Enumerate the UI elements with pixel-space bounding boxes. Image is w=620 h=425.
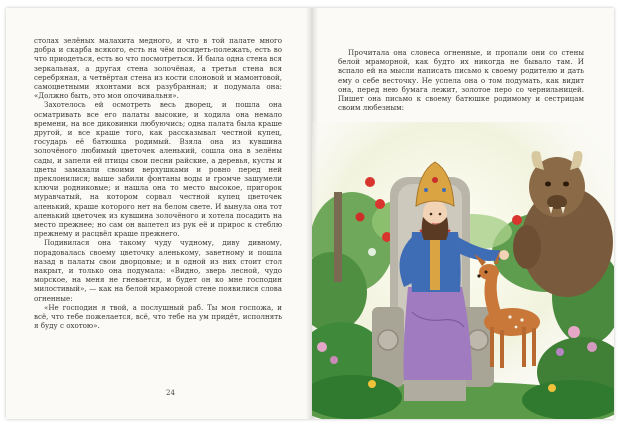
page-number: 24	[166, 389, 175, 397]
paragraph: Прочитала она словеса огненные, и пропали они со стены белой мраморной, как будто их никогда не бывало там. И вспало ей на мысли написать письмо к своему родителю и дать ему о себе весточку. Не успела она о том подумать, как видит она, перед нею бумага лежит, золотое перо со чернильницей. Пишет она письмо к своему батюшке родимому и сестрицам своим любезным:	[338, 48, 584, 113]
paragraph: Подивилася она такому чуду чудному, диву дивному, порадовалась своему цветочку аленькому, заветному и пошла назад в палаты свои дворцовые; и в одной из них стоит стол накрыт, и только она подумала: «Видно, зверь лесной, чудо морское, на меня не гневается, и будет он ко мне господин милостивый», — как на белой мраморной стене появилися слова огненные:	[34, 238, 282, 303]
left-page-text	[34, 36, 282, 401]
right-page-text	[338, 48, 584, 112]
fairy-tale-illustration	[312, 122, 614, 419]
paragraph: «Не господин я твой, а послушный раб. Ты моя госпожа, и всё, что тебе пожелается, всё, что тебе на ум придёт, исполнять я буду с охотою».	[34, 302, 282, 331]
paragraph: Захотелось ей осмотреть весь дворец, и пошла она осматривать все его палаты высокие, и ходила она немало времени, на все диковинки любуючись; одна палата была краше другой, и все краше того, как рассказывал честной купец, государь её батюшка родимый. Взяла она из кувшина золочёного любимый цветочек аленький, сошла она в зелёны сады, и запели ей птицы свои песни райские, а деревья, кусты и цветы замахали своими верхушками и ровно перед ней преклонилися; выше забили фонтаны воды и громче зашумели ключи родниковые; и нашла она то место высокое, пригорок муравчатый, на котором сорвал честной купец цветочек аленький, краше которого нет на белом свете. И вынула она тот аленький цветочек из кувшина золочёного и хотела посадить на место прежнее; но сам он вылетел из рук её и прирос к стеблю прежнему и расцвёл краше прежнего.	[34, 100, 282, 239]
paragraph: столах зелёных малахита медного, и что в той палате много добра и скарба всякого, есть на чём посидеть-полежать, есть во что приодеться, есть во что посмотреться. И была одна стена вся зеркальная, а другая стена золочёная, а третья стена вся серебряная, а четвёртая стена из кости слоновой и мамонтовой, самоцветными яхонтами вся разубранная; и подумала она: «Должно быть, это моя опочивальня».	[34, 36, 282, 101]
